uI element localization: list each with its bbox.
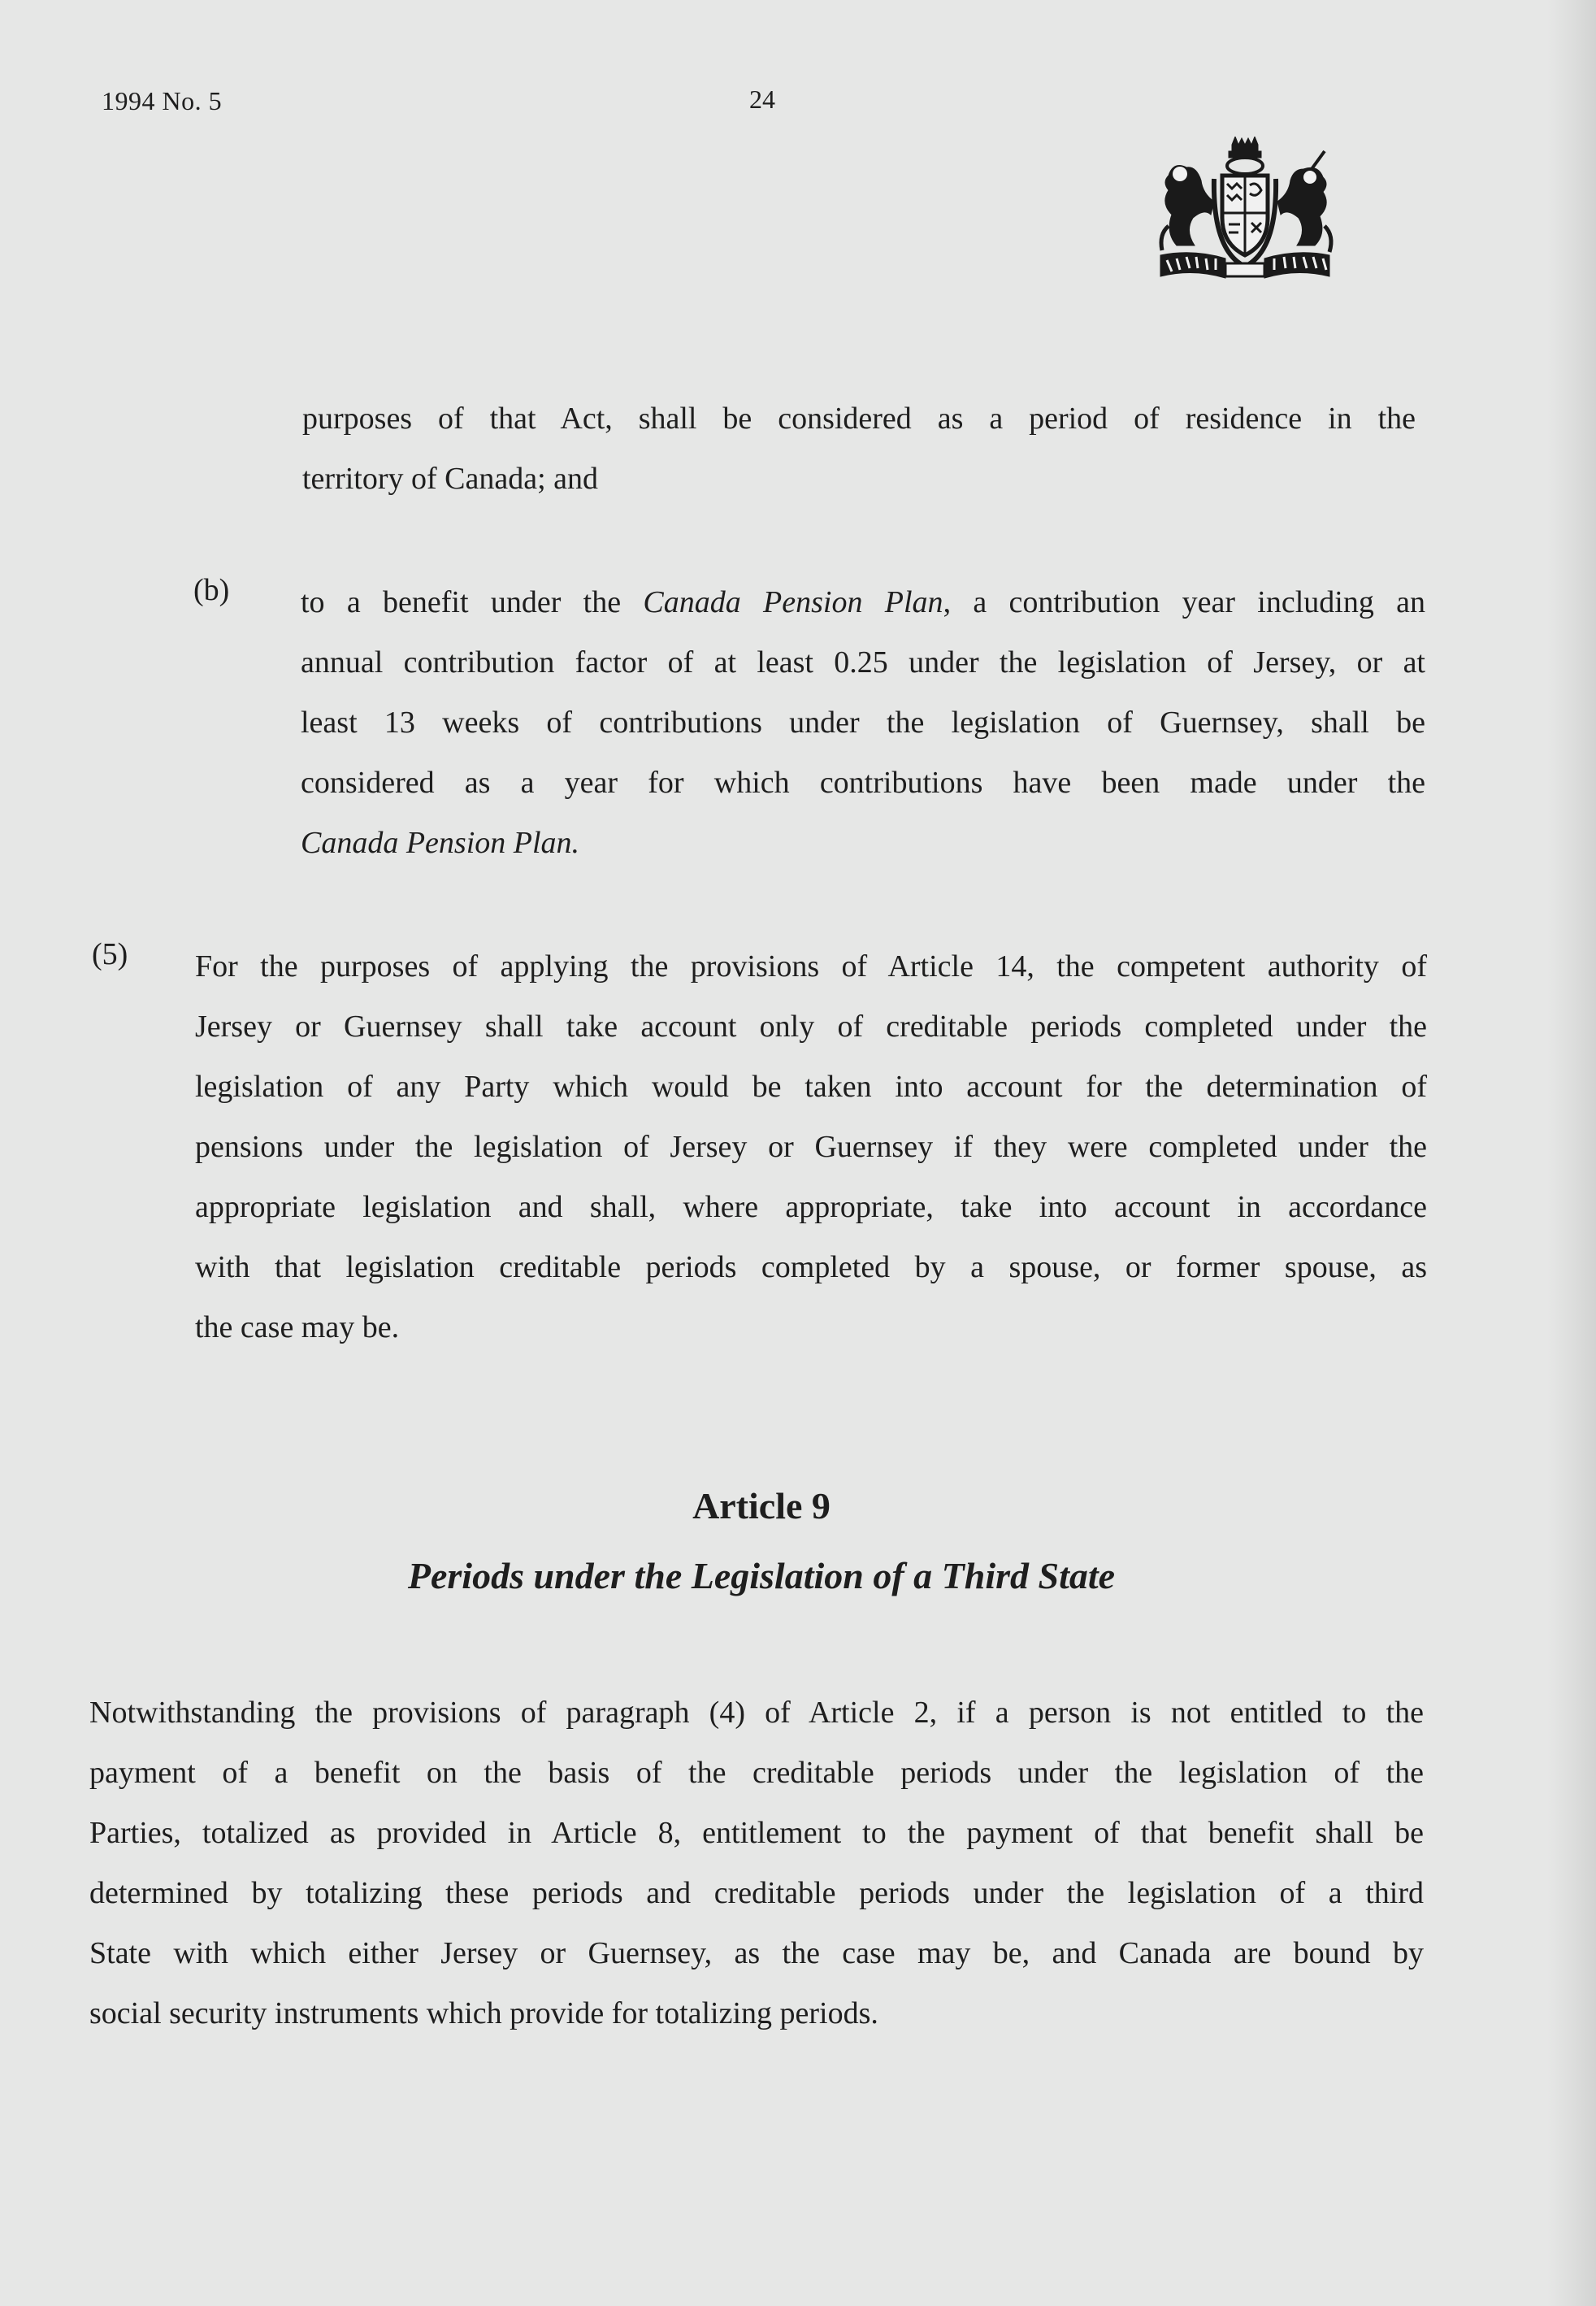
item-label-5: (5) <box>92 937 128 971</box>
page-edge-shadow <box>1547 0 1596 2306</box>
text-line: Jersey or Guernsey shall take account only of creditable periods completed under the <box>195 1010 1427 1044</box>
continuation-paragraph <box>302 389 1416 509</box>
italic-act-name: Canada Pension Plan <box>643 585 943 619</box>
text-line: Notwithstanding the provisions of paragraph (4) of Article 2, if a person is not entitled to the <box>89 1696 1424 1730</box>
text-line: pensions under the legislation of Jersey or Guernsey if they were completed under the <box>195 1130 1427 1164</box>
text-line <box>301 572 1425 632</box>
italic-act-name: Canada Pension Plan. <box>301 826 580 860</box>
text-line: considered as a year for which contributions have been made under the <box>301 766 1425 800</box>
text-line: least 13 weeks of contributions under the legislation of Guernsey, shall be <box>301 706 1425 740</box>
text-line: social security instruments which provide for totalizing periods. <box>89 1996 878 2030</box>
article-body-paragraph <box>89 1683 1424 2043</box>
text-line: purposes of that Act, shall be considered as a period of residence in the <box>302 402 1416 436</box>
text-line: legislation of any Party which would be taken into account for the determination of <box>195 1070 1427 1104</box>
text-line: annual contribution factor of at least 0.25 under the legislation of Jersey, or at <box>301 645 1425 680</box>
text-line: Parties, totalized as provided in Article 8, entitlement to the payment of that benefit shall be <box>89 1816 1424 1850</box>
article-title: Article 9 <box>692 1485 831 1526</box>
royal-coat-of-arms-icon <box>1144 137 1346 284</box>
document-reference: 1994 No. 5 <box>102 86 223 115</box>
item-label-b: (b) <box>193 573 230 607</box>
text-line: State with which either Jersey or Guernsey, as the case may be, and Canada are bound by <box>89 1936 1424 1970</box>
text-line: with that legislation creditable periods completed by a spouse, or former spouse, as <box>195 1250 1427 1284</box>
article-subtitle: Periods under the Legislation of a Third State <box>407 1555 1116 1596</box>
text-line: payment of a benefit on the basis of the creditable periods under the legislation of the <box>89 1756 1424 1790</box>
text-line: appropriate legislation and shall, where appropriate, take into account in accordance <box>195 1190 1427 1224</box>
text-run: , a contribution year including an <box>943 585 1425 619</box>
text-line: the case may be. <box>195 1310 400 1344</box>
text-line: territory of Canada; and <box>302 462 599 496</box>
text-line: determined by totalizing these periods and creditable periods under the legislation of a third <box>89 1876 1424 1910</box>
text-run: to a benefit under the <box>301 585 644 619</box>
page-number: 24 <box>749 85 775 114</box>
item-b-paragraph <box>301 572 1425 873</box>
item-5-paragraph <box>195 936 1427 1357</box>
text-line: For the purposes of applying the provisions of Article 14, the competent authority of <box>195 949 1427 984</box>
